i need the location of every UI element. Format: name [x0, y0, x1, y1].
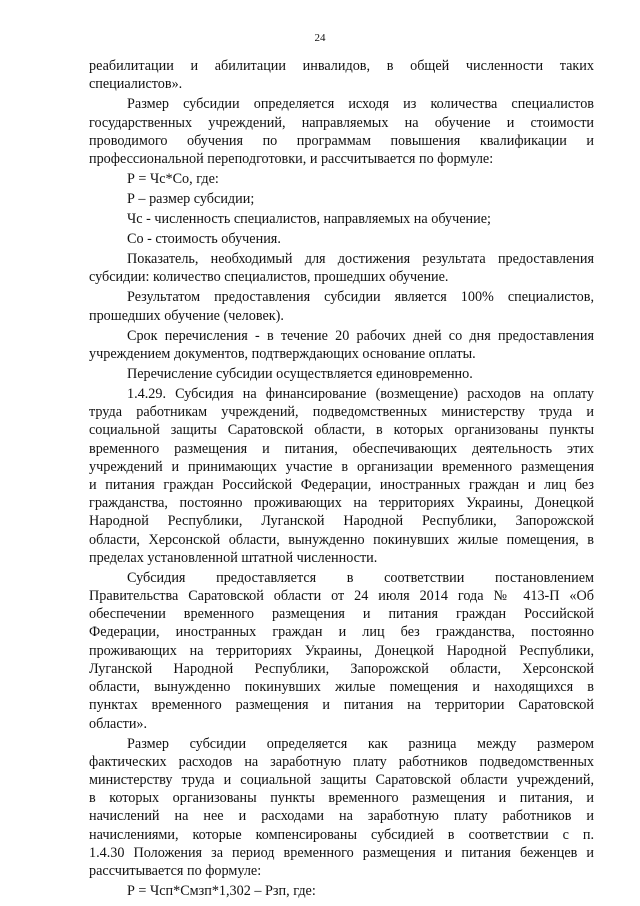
text-line: Р – размер субсидии; — [127, 190, 255, 207]
text-line: Показатель, необходимый для достижения результата предоставления — [127, 251, 594, 267]
text-line: субсидии: количество специалистов, прошедших обучение. — [89, 269, 449, 286]
text-line: Субсидия предоставляется в соответствии постановлением — [127, 569, 594, 586]
text-line: Чс - численность специалистов, направляемых на обучение; — [127, 211, 491, 227]
text-line: проводимого обучения по программам повышения квалификации и — [89, 132, 594, 149]
text-line: рассчитывается по формуле: — [89, 863, 262, 879]
text-line: прошедших обучение (человек). — [89, 307, 284, 324]
text-line: Народной Республики, Луганской Народной Республики, Запорожской — [89, 513, 594, 530]
text-line: и питания граждан Российской Федерации, иностранных граждан и лиц без — [89, 476, 594, 493]
text-line: области, вынужденно покинувших жилые помещения и находящихся в — [89, 679, 594, 695]
text-line: области». — [89, 715, 148, 732]
text-line: Со - стоимость обучения. — [127, 231, 281, 247]
text-line: социальной защиты Саратовской области, в которых организованы пункты — [89, 422, 594, 439]
text-line: фактических расходов на заработную плату работников подведомственных — [89, 753, 594, 770]
text-line: Результатом предоставления субсидии является 100% специалистов, — [127, 289, 594, 306]
formula-line: Р = Чсп*Смзп*1,302 – Рзп, где: — [127, 883, 316, 899]
text-line: учреждений и принимающих участие в организации временного размещения — [89, 458, 594, 475]
text-line: 1.4.29. Субсидия на финансирование (возмещение) расходов на оплату — [127, 385, 594, 402]
formula-line: Р = Чс*Со, где: — [127, 170, 219, 187]
text-line: специалистов». — [89, 76, 183, 93]
text-line: 1.4.30 Положения за период временного размещения и питания беженцев и — [89, 844, 594, 861]
text-line: труда работникам учреждений, подведомственных министерству труда и — [89, 404, 594, 420]
text-line: государственных учреждений, направляемых на обучение и стоимости — [89, 114, 594, 131]
text-line: гражданства, постоянно проживающих на территориях Украины, Донецкой — [89, 495, 594, 512]
text-line: учреждением документов, подтверждающих основание оплаты. — [89, 345, 476, 362]
text-line: проживающих на территориях Украины, Донецкой Народной Республики, — [89, 642, 594, 659]
text-line: министерству труда и социальной защиты Саратовской области учреждений, — [89, 771, 594, 788]
text-line: в которых организованы пункты временного размещения и питания, и — [89, 790, 594, 807]
text-line: Правительства Саратовской области от 24 июля 2014 года № 413-П «Об — [89, 588, 594, 604]
text-line: временного размещения и питания, обеспечивающих деятельность этих — [89, 440, 594, 457]
text-line: Размер субсидии определяется исходя из количества специалистов — [127, 96, 594, 113]
text-line: Перечисление субсидии осуществляется единовременно. — [127, 365, 473, 382]
text-line: профессиональной переподготовки, и рассчитывается по формуле: — [89, 150, 494, 167]
text-line: Федерации, иностранных граждан и лиц без гражданства, постоянно — [89, 624, 594, 641]
text-line: пределах установленной штатной численности. — [89, 549, 378, 566]
text-line: начислениями, которые компенсированы субсидией в соответствии с п. — [89, 826, 594, 843]
text-line: области, Херсонской области, вынужденно покинувших жилые помещения, в — [89, 531, 594, 548]
text-line: Луганской Народной Республики, Запорожской области, Херсонской — [89, 660, 594, 677]
text-line: обеспечении временного размещения и питания граждан Российской — [89, 606, 594, 623]
text-line: Срок перечисления - в течение 20 рабочих дней со дня предоставления — [127, 327, 594, 344]
text-line: начислений на нее и расходами на заработную плату работников и — [89, 808, 594, 825]
page-number: 24 — [314, 32, 326, 44]
text-line: Размер субсидии определяется как разница между размером — [127, 735, 594, 752]
text-line: пунктах временного размещения и питания на территории Саратовской — [89, 697, 594, 714]
text-line: реабилитации и абилитации инвалидов, в общей численности таких — [89, 58, 594, 74]
